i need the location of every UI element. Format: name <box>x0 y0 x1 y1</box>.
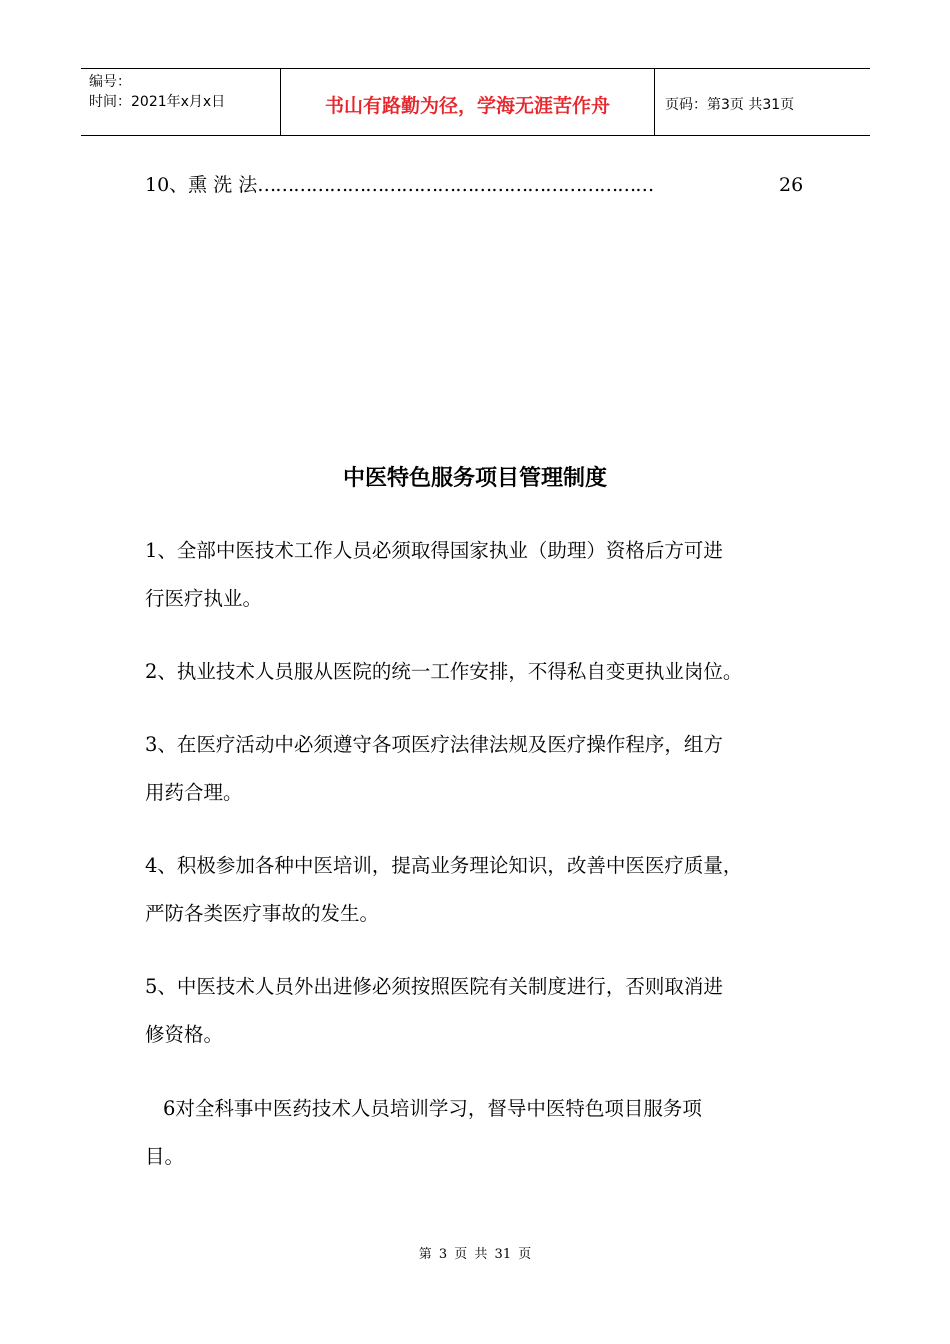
paragraph-line: 1、全部中医技术工作人员必须取得国家执业（助理）资格后方可进 <box>145 539 723 562</box>
header-table <box>81 68 870 136</box>
paragraph-line: 修资格。 <box>145 1023 224 1046</box>
paragraph-line: 3、在医疗活动中必须遵守各项医疗法律法规及医疗操作程序，组方 <box>145 733 723 756</box>
header-page-info: 页码：第3页 共31页 <box>665 97 795 113</box>
header-motto: 书山有路勤为径，学海无涯苦作舟 <box>281 69 655 135</box>
document-number-label: 编号： <box>89 74 131 90</box>
paragraph-line: 6对全科事中医药技术人员培训学习，督导中医特色项目服务项 <box>163 1097 702 1120</box>
toc-leader-dots: ………………………………………………………… <box>257 174 654 196</box>
paragraph-1 <box>145 527 825 623</box>
paragraph-line: 4、积极参加各种中医培训，提高业务理论知识，改善中医医疗质量， <box>145 854 743 877</box>
paragraph-line: 用药合理。 <box>145 781 243 804</box>
paragraph-line: 2、执业技术人员服从医院的统一工作安排，不得私自变更执业岗位。 <box>145 660 743 683</box>
paragraph-line: 行医疗执业。 <box>145 587 263 610</box>
paragraph-line: 目。 <box>145 1145 185 1168</box>
paragraph-2 <box>145 648 825 696</box>
toc-entry-page: 26 <box>779 174 804 196</box>
paragraph-4 <box>145 842 825 938</box>
toc-entry-title: 10、熏 洗 法 <box>145 174 258 196</box>
paragraph-5 <box>145 963 825 1059</box>
document-time-label: 时间：2021年x月x日 <box>89 94 226 110</box>
header-meta-cell <box>81 69 281 135</box>
page-footer: 第 3 页 共 31 页 <box>418 1247 532 1262</box>
paragraph-6 <box>145 1085 825 1181</box>
paragraph-line: 严防各类医疗事故的发生。 <box>145 902 380 925</box>
paragraph-3 <box>145 721 825 817</box>
toc-entry <box>145 172 805 198</box>
document-title: 中医特色服务项目管理制度 <box>342 466 607 491</box>
paragraph-line: 5、中医技术人员外出进修必须按照医院有关制度进行，否则取消进 <box>145 975 723 998</box>
